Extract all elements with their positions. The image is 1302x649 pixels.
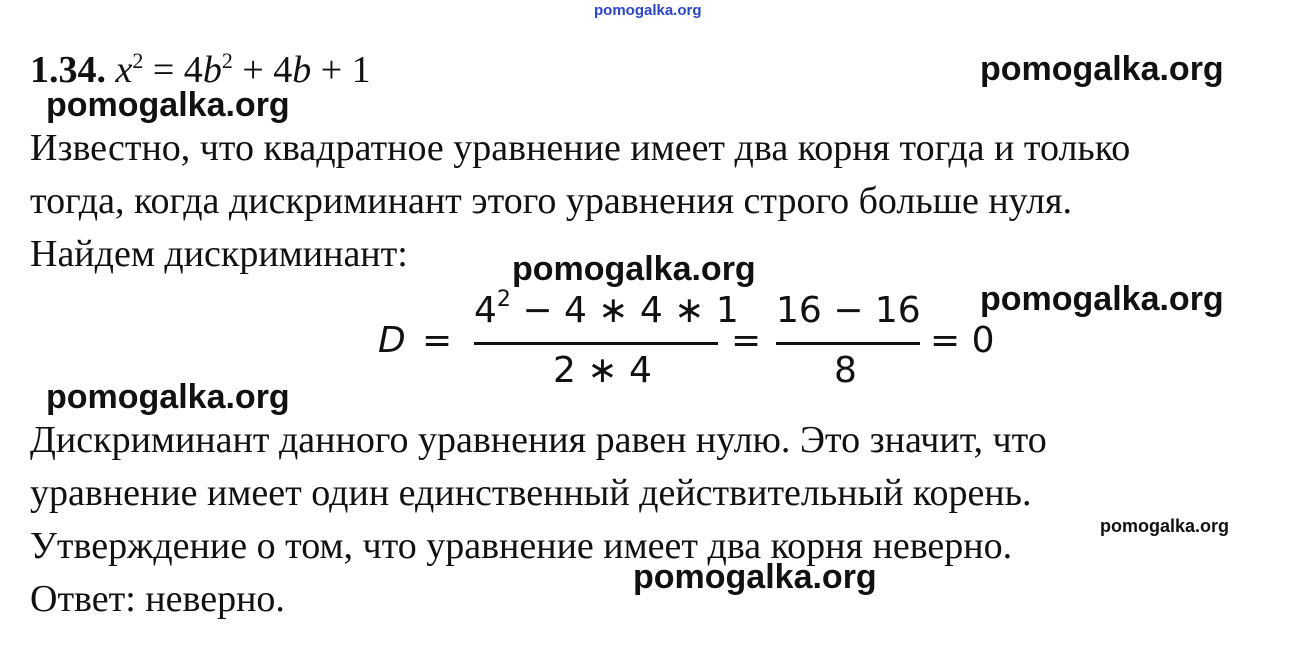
paragraph-3-line-2: уравнение имеет один единственный действительный корень. <box>30 472 1032 514</box>
fraction-2-bar <box>776 342 920 345</box>
watermark-2: pomogalka.org <box>46 86 290 124</box>
eq-b1: b <box>202 49 222 91</box>
fraction-1-denominator: 2 ∗ 4 <box>553 350 652 391</box>
fraction-2-numerator: 16 − 16 <box>776 290 921 331</box>
watermark-4: pomogalka.org <box>980 280 1224 318</box>
paragraph-1-line-1: Известно, что квадратное уравнение имеет два корня тогда и только <box>30 127 1131 169</box>
eq-plus: + 4 <box>232 49 293 91</box>
formula-equals-2: = <box>731 320 762 361</box>
eq-x: x <box>115 49 133 91</box>
num1-exp: 2 <box>496 287 511 312</box>
watermark-7: pomogalka.org <box>633 558 877 596</box>
watermark-5: pomogalka.org <box>46 378 290 416</box>
paragraph-1-line-2: тогда, когда дискриминант этого уравнения строго больше нуля. <box>30 180 1072 222</box>
problem-number: 1.34. <box>30 49 106 91</box>
eq-exp2: 2 <box>221 48 233 73</box>
formula-lhs: D <box>378 320 406 361</box>
num1-base: 4 <box>474 290 497 331</box>
paragraph-2: Найдем дискриминант: <box>30 233 408 275</box>
eq-b2: b <box>292 49 312 91</box>
fraction-1-bar <box>474 342 718 345</box>
answer: Ответ: неверно. <box>30 578 285 620</box>
paragraph-3-line-1: Дискриминант данного уравнения равен нулю. Это значит, что <box>30 419 1047 461</box>
formula-result: = 0 <box>930 320 995 361</box>
num1-rest: − 4 ∗ 4 ∗ 1 <box>510 290 739 331</box>
eq-exp1: 2 <box>132 48 144 73</box>
paragraph-4: Утверждение о том, что уравнение имеет два корня неверно. <box>30 525 1013 567</box>
eq-tail: + 1 <box>311 49 371 91</box>
watermark-6: pomogalka.org <box>1100 516 1230 536</box>
formula-equals-1: = <box>422 320 453 361</box>
watermark-top: pomogalka.org <box>594 2 702 19</box>
watermark-3: pomogalka.org <box>512 250 756 288</box>
fraction-1-numerator <box>474 287 739 331</box>
fraction-2-denominator: 8 <box>834 350 857 391</box>
watermark-1: pomogalka.org <box>980 50 1224 88</box>
eq-mid: = 4 <box>143 49 203 91</box>
